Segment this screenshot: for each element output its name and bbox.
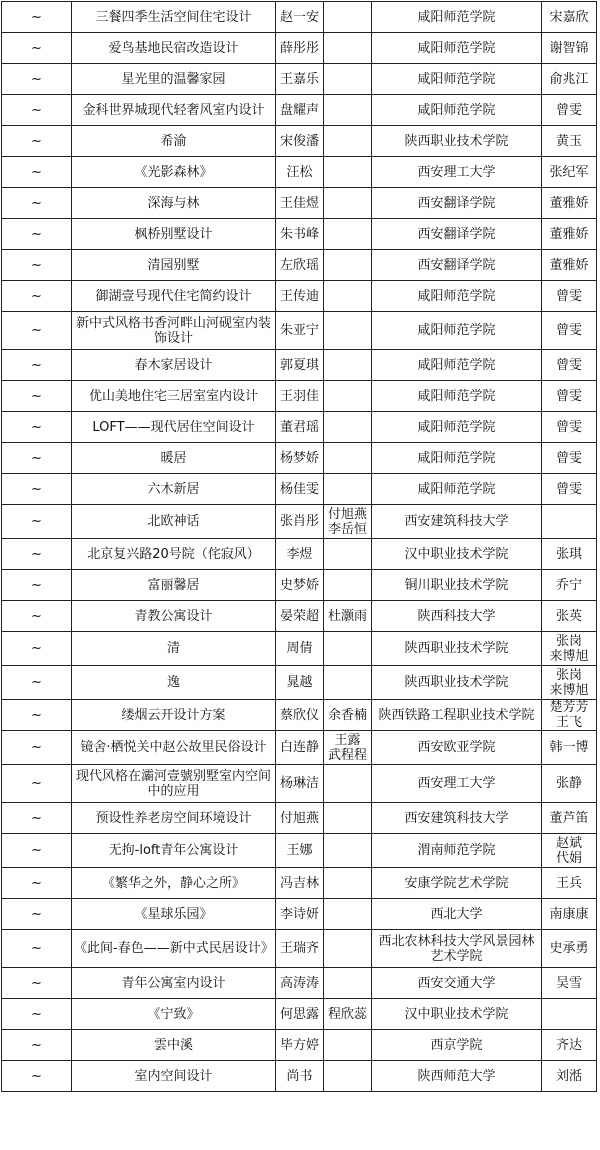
cell-author: 周倩 — [276, 632, 324, 666]
cell-advisor: 齐达 — [542, 1030, 597, 1061]
cell-title: 星光里的温馨家园 — [72, 64, 276, 95]
cell-index: ~ — [2, 412, 72, 443]
cell-advisor: 张纪军 — [542, 157, 597, 188]
cell-school: 西北农林科技大学风景园林艺术学院 — [372, 930, 542, 968]
cell-index: ~ — [2, 868, 72, 899]
cell-author: 杨琳洁 — [276, 765, 324, 803]
cell-index: ~ — [2, 281, 72, 312]
cell-title: 枫桥别墅设计 — [72, 219, 276, 250]
cell-author: 朱书峰 — [276, 219, 324, 250]
cell-index: ~ — [2, 700, 72, 731]
cell-author: 汪松 — [276, 157, 324, 188]
cell-advisor: 曾雯 — [542, 412, 597, 443]
cell-coauthor — [324, 350, 372, 381]
table-row — [2, 412, 597, 443]
cell-index: ~ — [2, 731, 72, 765]
cell-index: ~ — [2, 2, 72, 33]
cell-school: 咸阳师范学院 — [372, 64, 542, 95]
cell-advisor: 楚芳芳 王飞 — [542, 700, 597, 731]
cell-author: 王传迪 — [276, 281, 324, 312]
table-row — [2, 666, 597, 700]
table-row — [2, 765, 597, 803]
cell-title: 现代风格在灞河壹號别墅室内空间中的应用 — [72, 765, 276, 803]
table-row — [2, 1061, 597, 1092]
cell-author: 王羽佳 — [276, 381, 324, 412]
table-row — [2, 999, 597, 1030]
cell-school: 咸阳师范学院 — [372, 281, 542, 312]
cell-title: 预设性养老房空间环境设计 — [72, 803, 276, 834]
table-row — [2, 601, 597, 632]
cell-coauthor — [324, 968, 372, 999]
cell-index: ~ — [2, 632, 72, 666]
cell-author: 李煜 — [276, 539, 324, 570]
cell-school: 西安翻译学院 — [372, 188, 542, 219]
cell-school: 陕西师范大学 — [372, 1061, 542, 1092]
cell-coauthor — [324, 443, 372, 474]
table-row — [2, 834, 597, 868]
cell-index: ~ — [2, 350, 72, 381]
cell-coauthor — [324, 868, 372, 899]
cell-index: ~ — [2, 126, 72, 157]
cell-advisor: 曾雯 — [542, 474, 597, 505]
cell-author: 晁越 — [276, 666, 324, 700]
cell-advisor: 韩一博 — [542, 731, 597, 765]
cell-advisor: 曾雯 — [542, 95, 597, 126]
cell-school: 咸阳师范学院 — [372, 312, 542, 350]
table-row — [2, 505, 597, 539]
cell-school: 西安翻译学院 — [372, 250, 542, 281]
cell-advisor: 曾雯 — [542, 350, 597, 381]
cell-school: 咸阳师范学院 — [372, 350, 542, 381]
cell-title: 《繁华之外，静心之所》 — [72, 868, 276, 899]
cell-coauthor — [324, 834, 372, 868]
cell-coauthor: 王露 武程程 — [324, 731, 372, 765]
table-row — [2, 968, 597, 999]
cell-title: 雲中溪 — [72, 1030, 276, 1061]
cell-title: 《星球乐园》 — [72, 899, 276, 930]
cell-author: 王佳煜 — [276, 188, 324, 219]
cell-author: 朱亚宁 — [276, 312, 324, 350]
cell-advisor: 张岗 来博旭 — [542, 632, 597, 666]
table-row — [2, 2, 597, 33]
cell-author: 杨梦娇 — [276, 443, 324, 474]
table-row — [2, 381, 597, 412]
cell-index: ~ — [2, 157, 72, 188]
cell-author: 白连静 — [276, 731, 324, 765]
cell-author: 蔡欣仪 — [276, 700, 324, 731]
cell-school: 咸阳师范学院 — [372, 443, 542, 474]
cell-title: 青教公寓设计 — [72, 601, 276, 632]
cell-title: LOFT——现代居住空间设计 — [72, 412, 276, 443]
cell-school: 陕西铁路工程职业技术学院 — [372, 700, 542, 731]
cell-school: 陕西职业技术学院 — [372, 666, 542, 700]
cell-advisor: 董雅娇 — [542, 219, 597, 250]
cell-advisor — [542, 999, 597, 1030]
cell-title: 春木家居设计 — [72, 350, 276, 381]
cell-advisor: 王兵 — [542, 868, 597, 899]
cell-advisor: 张静 — [542, 765, 597, 803]
cell-index: ~ — [2, 570, 72, 601]
cell-advisor: 曾雯 — [542, 312, 597, 350]
cell-coauthor — [324, 930, 372, 968]
cell-coauthor: 杜灏雨 — [324, 601, 372, 632]
cell-advisor: 俞兆江 — [542, 64, 597, 95]
cell-coauthor — [324, 803, 372, 834]
cell-school: 咸阳师范学院 — [372, 381, 542, 412]
table-row — [2, 539, 597, 570]
cell-coauthor — [324, 381, 372, 412]
cell-author: 毕方婷 — [276, 1030, 324, 1061]
cell-coauthor — [324, 250, 372, 281]
cell-advisor: 南康康 — [542, 899, 597, 930]
cell-title: 新中式风格书香河畔山河砚室内装饰设计 — [72, 312, 276, 350]
cell-coauthor — [324, 539, 372, 570]
table-row — [2, 188, 597, 219]
cell-author: 左欣瑶 — [276, 250, 324, 281]
cell-advisor: 刘湉 — [542, 1061, 597, 1092]
cell-index: ~ — [2, 930, 72, 968]
cell-coauthor — [324, 219, 372, 250]
table-row — [2, 281, 597, 312]
cell-school: 西京学院 — [372, 1030, 542, 1061]
table-row — [2, 126, 597, 157]
cell-school: 西安翻译学院 — [372, 219, 542, 250]
cell-school: 汉中职业技术学院 — [372, 999, 542, 1030]
cell-advisor: 乔宁 — [542, 570, 597, 601]
cell-author: 何思露 — [276, 999, 324, 1030]
cell-coauthor — [324, 188, 372, 219]
cell-school: 咸阳师范学院 — [372, 2, 542, 33]
cell-school: 咸阳师范学院 — [372, 474, 542, 505]
cell-coauthor — [324, 474, 372, 505]
cell-title: 金科世界城现代轻奢风室内设计 — [72, 95, 276, 126]
cell-title: 青年公寓室内设计 — [72, 968, 276, 999]
cell-school: 铜川职业技术学院 — [372, 570, 542, 601]
cell-index: ~ — [2, 219, 72, 250]
awards-table — [1, 1, 597, 1092]
cell-coauthor: 付旭燕 李岳恒 — [324, 505, 372, 539]
table-row — [2, 443, 597, 474]
cell-coauthor: 余香楠 — [324, 700, 372, 731]
cell-advisor: 黄玉 — [542, 126, 597, 157]
cell-school: 汉中职业技术学院 — [372, 539, 542, 570]
cell-coauthor — [324, 570, 372, 601]
cell-index: ~ — [2, 33, 72, 64]
cell-index: ~ — [2, 899, 72, 930]
cell-coauthor — [324, 899, 372, 930]
table-row — [2, 474, 597, 505]
cell-coauthor — [324, 412, 372, 443]
cell-index: ~ — [2, 1030, 72, 1061]
cell-title: 室内空间设计 — [72, 1061, 276, 1092]
cell-advisor: 宋嘉欣 — [542, 2, 597, 33]
cell-coauthor — [324, 126, 372, 157]
cell-index: ~ — [2, 601, 72, 632]
cell-school: 西安理工大学 — [372, 157, 542, 188]
cell-coauthor — [324, 1061, 372, 1092]
cell-title: 三餐四季生活空间住宅设计 — [72, 2, 276, 33]
cell-title: 缕烟云开设计方案 — [72, 700, 276, 731]
cell-school: 咸阳师范学院 — [372, 412, 542, 443]
table-row — [2, 731, 597, 765]
cell-title: 《光影森林》 — [72, 157, 276, 188]
cell-author: 高涛涛 — [276, 968, 324, 999]
cell-coauthor — [324, 281, 372, 312]
cell-title: 镜舍·栖悦关中赵公故里民俗设计 — [72, 731, 276, 765]
cell-title: 希渝 — [72, 126, 276, 157]
cell-author: 史梦娇 — [276, 570, 324, 601]
cell-index: ~ — [2, 443, 72, 474]
cell-advisor: 曾雯 — [542, 281, 597, 312]
cell-school: 西安建筑科技大学 — [372, 803, 542, 834]
cell-author: 盘耀声 — [276, 95, 324, 126]
cell-school: 渭南师范学院 — [372, 834, 542, 868]
cell-title: 《宁致》 — [72, 999, 276, 1030]
cell-title: 深海与林 — [72, 188, 276, 219]
cell-title: 逸 — [72, 666, 276, 700]
cell-index: ~ — [2, 250, 72, 281]
cell-author: 郭夏琪 — [276, 350, 324, 381]
cell-author: 王嘉乐 — [276, 64, 324, 95]
cell-author: 杨佳雯 — [276, 474, 324, 505]
cell-coauthor — [324, 666, 372, 700]
cell-index: ~ — [2, 1061, 72, 1092]
cell-index: ~ — [2, 968, 72, 999]
cell-title: 六木新居 — [72, 474, 276, 505]
cell-advisor: 董雅娇 — [542, 250, 597, 281]
cell-title: 北欧神话 — [72, 505, 276, 539]
cell-title: 《此间-春色——新中式民居设计》 — [72, 930, 276, 968]
cell-title: 优山美地住宅三居室室内设计 — [72, 381, 276, 412]
cell-school: 咸阳师范学院 — [372, 95, 542, 126]
table-row — [2, 868, 597, 899]
cell-author: 赵一安 — [276, 2, 324, 33]
table-row — [2, 64, 597, 95]
table-row — [2, 803, 597, 834]
cell-author: 宋俊潘 — [276, 126, 324, 157]
table-row — [2, 1030, 597, 1061]
cell-index: ~ — [2, 765, 72, 803]
cell-school: 西安理工大学 — [372, 765, 542, 803]
cell-school: 西安交通大学 — [372, 968, 542, 999]
cell-author: 尚书 — [276, 1061, 324, 1092]
cell-school: 陕西职业技术学院 — [372, 632, 542, 666]
cell-advisor: 张琪 — [542, 539, 597, 570]
cell-advisor — [542, 505, 597, 539]
cell-title: 富丽馨居 — [72, 570, 276, 601]
cell-index: ~ — [2, 505, 72, 539]
cell-advisor: 曾雯 — [542, 381, 597, 412]
cell-index: ~ — [2, 188, 72, 219]
cell-school: 咸阳师范学院 — [372, 33, 542, 64]
table-row — [2, 700, 597, 731]
cell-coauthor — [324, 95, 372, 126]
cell-school: 西安建筑科技大学 — [372, 505, 542, 539]
cell-author: 张肖彤 — [276, 505, 324, 539]
cell-title: 清园别墅 — [72, 250, 276, 281]
cell-school: 西安欧亚学院 — [372, 731, 542, 765]
cell-index: ~ — [2, 999, 72, 1030]
cell-coauthor: 程欣蕊 — [324, 999, 372, 1030]
cell-advisor: 曾雯 — [542, 443, 597, 474]
cell-title: 无拘-loft青年公寓设计 — [72, 834, 276, 868]
table-row — [2, 250, 597, 281]
cell-coauthor — [324, 2, 372, 33]
table-row — [2, 899, 597, 930]
cell-advisor: 史承勇 — [542, 930, 597, 968]
cell-advisor: 谢智锦 — [542, 33, 597, 64]
cell-title: 御湖壹号现代住宅简约设计 — [72, 281, 276, 312]
cell-author: 王娜 — [276, 834, 324, 868]
cell-index: ~ — [2, 381, 72, 412]
cell-coauthor — [324, 1030, 372, 1061]
cell-author: 王瑞齐 — [276, 930, 324, 968]
table-row — [2, 33, 597, 64]
table-row — [2, 95, 597, 126]
cell-index: ~ — [2, 312, 72, 350]
table-row — [2, 350, 597, 381]
cell-advisor: 董雅娇 — [542, 188, 597, 219]
cell-title: 清 — [72, 632, 276, 666]
cell-author: 晏荣超 — [276, 601, 324, 632]
table-row — [2, 219, 597, 250]
cell-coauthor — [324, 632, 372, 666]
cell-coauthor — [324, 33, 372, 64]
cell-index: ~ — [2, 834, 72, 868]
cell-author: 薛彤彤 — [276, 33, 324, 64]
cell-title: 北京复兴路20号院（侘寂风） — [72, 539, 276, 570]
cell-author: 李诗妍 — [276, 899, 324, 930]
cell-school: 安康学院艺术学院 — [372, 868, 542, 899]
cell-index: ~ — [2, 64, 72, 95]
cell-advisor: 赵斌 代娟 — [542, 834, 597, 868]
cell-title: 暖居 — [72, 443, 276, 474]
cell-coauthor — [324, 312, 372, 350]
cell-index: ~ — [2, 95, 72, 126]
cell-author: 冯吉林 — [276, 868, 324, 899]
cell-coauthor — [324, 64, 372, 95]
table-row — [2, 157, 597, 188]
cell-coauthor — [324, 157, 372, 188]
cell-school: 西北大学 — [372, 899, 542, 930]
table-row — [2, 312, 597, 350]
cell-school: 陕西职业技术学院 — [372, 126, 542, 157]
cell-index: ~ — [2, 539, 72, 570]
awards-table-body — [2, 2, 597, 1092]
cell-index: ~ — [2, 803, 72, 834]
cell-author: 董君瑶 — [276, 412, 324, 443]
cell-coauthor — [324, 765, 372, 803]
cell-author: 付旭燕 — [276, 803, 324, 834]
cell-advisor: 吴雪 — [542, 968, 597, 999]
cell-title: 爱鸟基地民宿改造设计 — [72, 33, 276, 64]
cell-index: ~ — [2, 666, 72, 700]
cell-advisor: 张英 — [542, 601, 597, 632]
table-row — [2, 570, 597, 601]
cell-school: 陕西科技大学 — [372, 601, 542, 632]
table-row — [2, 930, 597, 968]
cell-advisor: 张岗 来博旭 — [542, 666, 597, 700]
cell-index: ~ — [2, 474, 72, 505]
cell-advisor: 董芦笛 — [542, 803, 597, 834]
table-row — [2, 632, 597, 666]
